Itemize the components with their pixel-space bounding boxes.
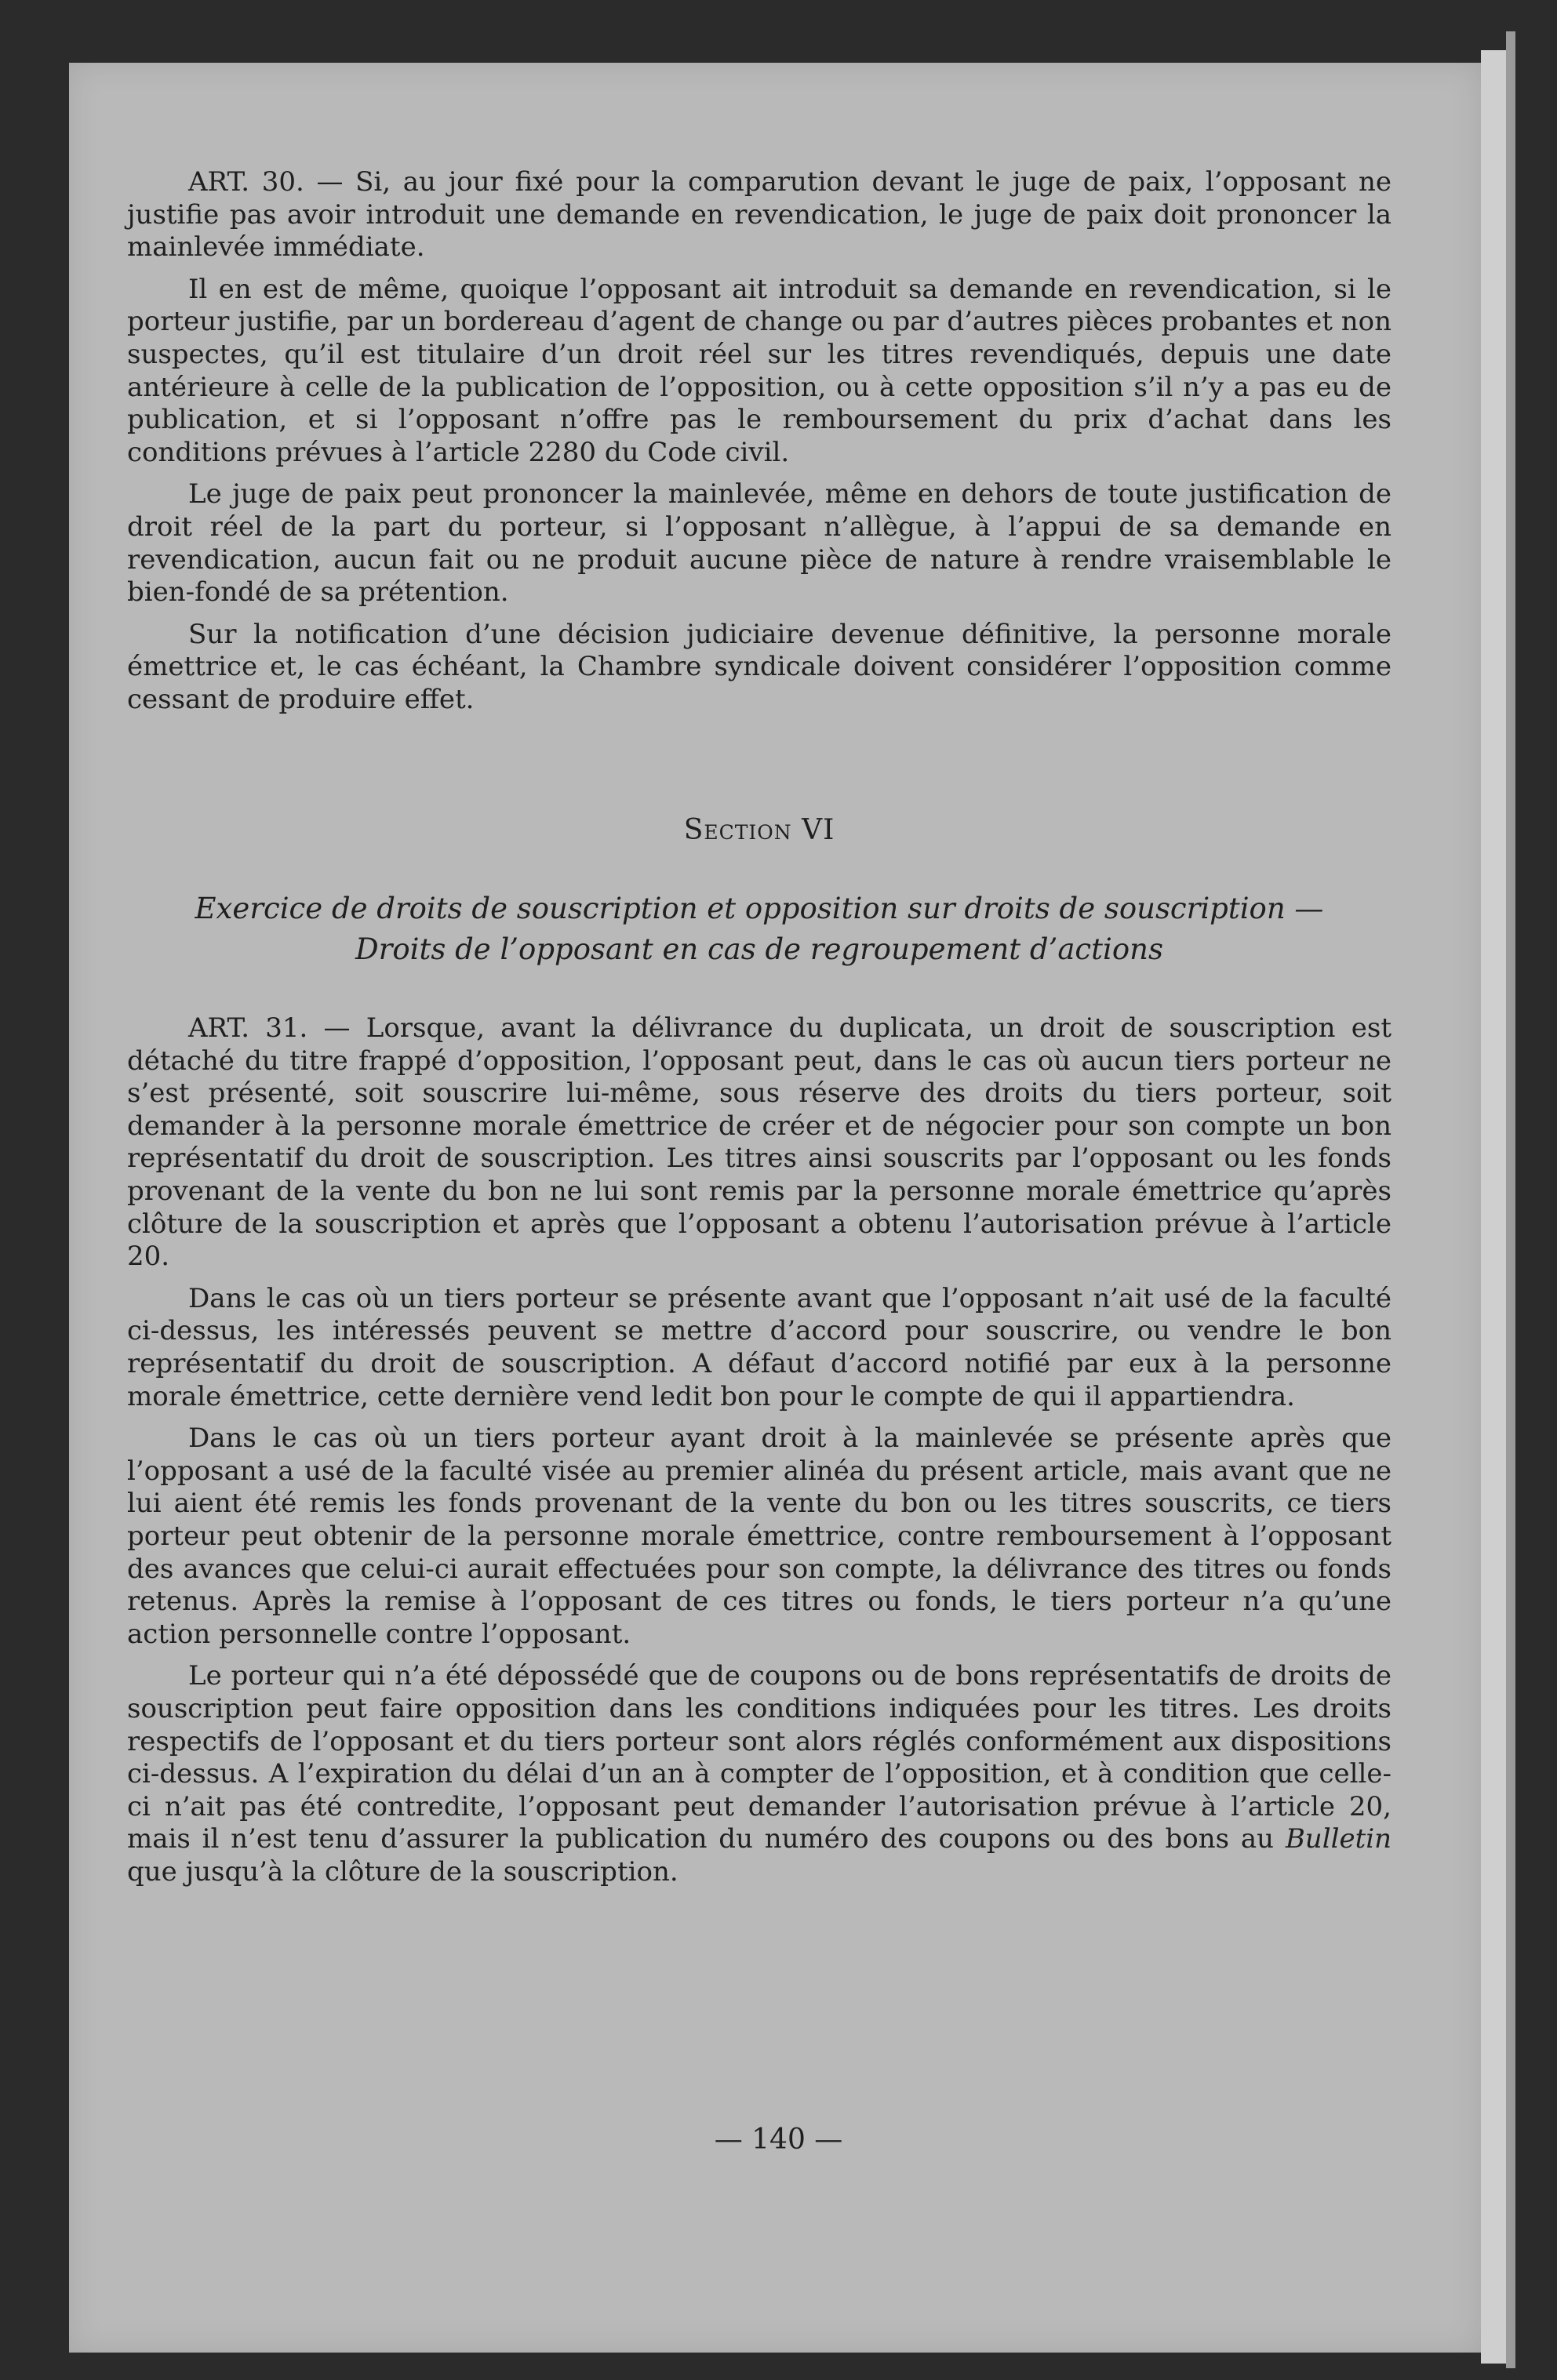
section-title-line-2: Droits de l’opposant en cas de regroupement d’actions bbox=[355, 932, 1163, 967]
art31-p4-end: que jusqu’à la clôture de la souscription. bbox=[127, 1855, 678, 1888]
page-edge-dark bbox=[1506, 31, 1515, 2368]
body-text bbox=[127, 166, 1391, 1889]
art30-paragraph-3: Le juge de paix peut prononcer la mainlevée, même en dehors de toute justification de droit réel de la part du porteur, si l’opposant n’allègue, à l’appui de sa demande en revendication, aucun fait ou ne produit aucune pièce de nature à rendre vraisemblable le bien-fondé de sa prétention. bbox=[127, 478, 1391, 609]
section-title bbox=[127, 888, 1391, 970]
section-heading: Section VI bbox=[683, 813, 835, 846]
section-title-line-1: Exercice de droits de souscription et opposition sur droits de souscription — bbox=[195, 892, 1324, 926]
art30-paragraph-4: Sur la notification d’une décision judiciaire devenue définitive, la personne morale émettrice et, le cas échéant, la Chambre syndicale doivent considérer l’opposition comme cessant de produire effet. bbox=[127, 618, 1391, 715]
bulletin-italic: Bulletin bbox=[1285, 1823, 1391, 1855]
art31-paragraph-1: ART. 31. — Lorsque, avant la délivrance du duplicata, un droit de souscription est détaché du titre frappé d’opposition, l’opposant peut, dans le cas où aucun tiers porteur ne s’est présenté, soit souscrire lui-même, sous réserve des droits du tiers porteur, soit demander à la personne morale émettrice de créer et de négocier pour son compte un bon représentatif du droit de souscription. Les titres ainsi souscrits par l’opposant ou les fonds provenant de la vente du bon ne lui sont remis par la personne morale émettrice qu’après clôture de la souscription et après que l’opposant a obtenu l’autorisation prévue à l’article 20. bbox=[127, 1012, 1391, 1273]
art31-paragraph-4 bbox=[127, 1660, 1391, 1888]
art31-p4-start: Le porteur qui n’a été dépossédé que de coupons ou de bons représentatifs de droits de souscription peut faire opposition dans les conditions indiquées pour les titres. Les droits respectifs de l’opposant et du tiers porteur sont alors réglés conformément aux dispositions ci-dessus. A l’expiration du délai d’un an à compter de l’opposition, et à condition que celle-ci n’ait pas été contredite, l’opposant peut demander l’autorisation prévue à l’article 20, mais il n’est tenu d’assurer la publication du numéro des coupons ou des bons au bbox=[127, 1660, 1391, 1855]
art30-paragraph-2: Il en est de même, quoique l’opposant ait introduit sa demande en revendication, si le porteur justifie, par un bordereau d’agent de change ou par d’autres pièces probantes et non suspectes, qu’il est titulaire d’un droit réel sur les titres revendiqués, depuis une date antérieure à celle de la publication de l’opposition, ou à cette opposition s’il n’y a pas eu de publication, et si l’opposant n’offre pas le remboursement du prix d’achat dans les conditions prévues à l’article 2280 du Code civil. bbox=[127, 273, 1391, 468]
art30-paragraph-1: ART. 30. — Si, au jour fixé pour la comparution devant le juge de paix, l’opposant ne justifie pas avoir introduit une demande en revendication, le juge de paix doit prononcer la mainlevée immédiate. bbox=[127, 166, 1391, 263]
page-edge bbox=[1481, 50, 1506, 2364]
art31-paragraph-2: Dans le cas où un tiers porteur se présente avant que l’opposant n’ait usé de la faculté ci-dessus, les intéressés peuvent se mettre d’accord pour souscrire, ou vendre le bon représentatif du droit de souscription. A défaut d’accord notifié par eux à la personne morale émettrice, cette dernière vend ledit bon pour le compte de qui il appartiendra. bbox=[127, 1282, 1391, 1412]
art31-paragraph-3: Dans le cas où un tiers porteur ayant droit à la mainlevée se présente après que l’opposant a usé de la faculté visée au premier alinéa du présent article, mais avant que ne lui aient été remis les fonds provenant de la vente du bon ou les titres souscrits, ce tiers porteur peut obtenir de la personne morale émettrice, contre remboursement à l’opposant des avances que celui-ci aurait effectuées pour son compte, la délivrance des titres ou fonds retenus. Après la remise à l’opposant de ces titres ou fonds, le tiers porteur n’a qu’une action personnelle contre l’opposant. bbox=[127, 1423, 1391, 1650]
page-number: — 140 — bbox=[714, 2124, 843, 2156]
